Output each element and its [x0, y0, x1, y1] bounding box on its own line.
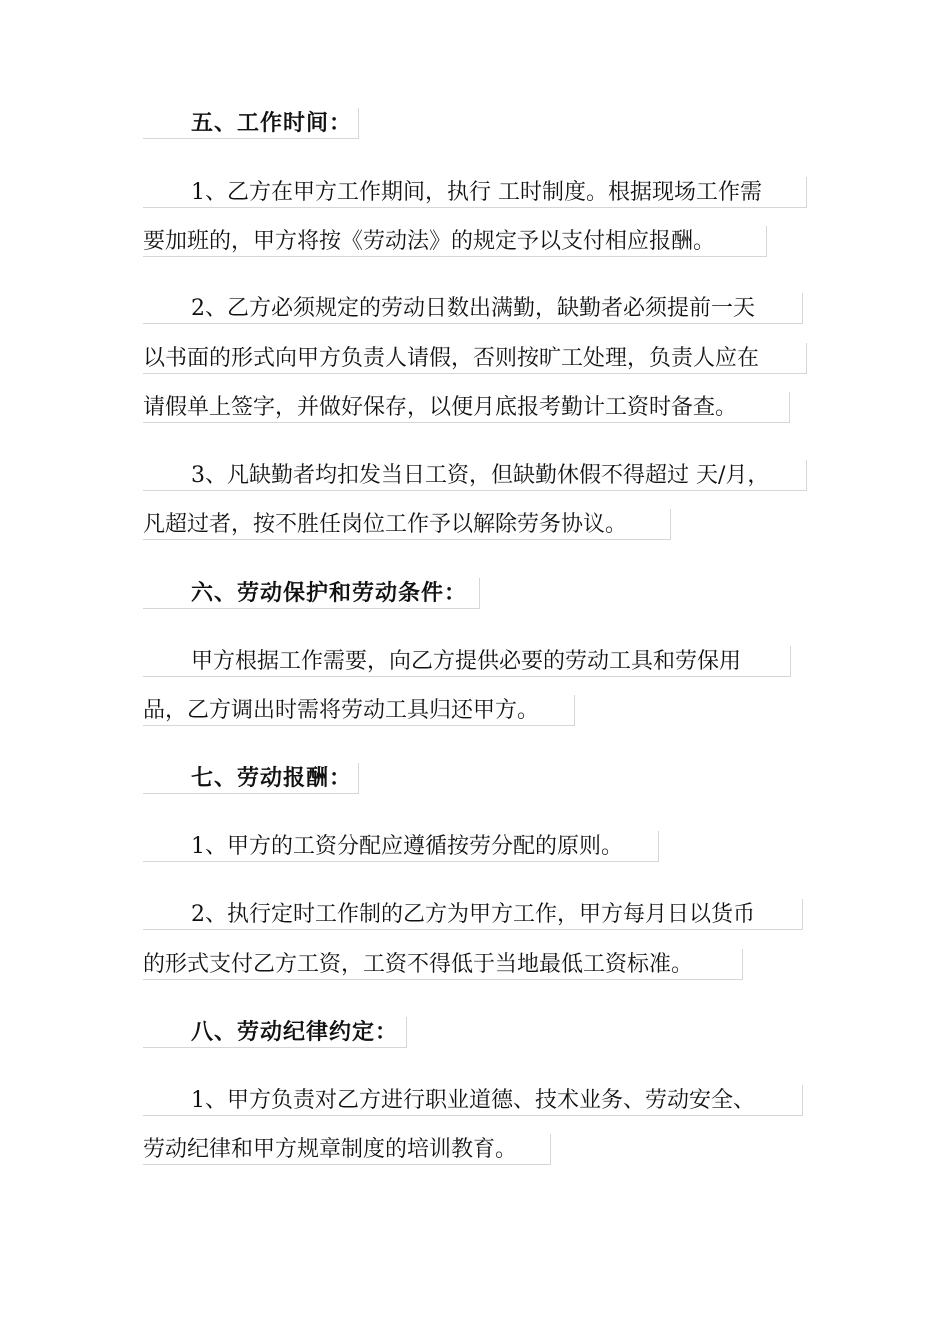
paragraph-line: 1、乙方在甲方工作期间，执行 工时制度。根据现场工作需: [143, 177, 807, 208]
section-heading-work-time: 五、工作时间：: [143, 108, 359, 139]
paragraph-line: 甲方根据工作需要，向乙方提供必要的劳动工具和劳保用: [143, 646, 791, 677]
paragraph-line: 凡超过者，按不胜任岗位工作予以解除劳务协议。: [143, 509, 671, 540]
paragraph-line: 请假单上签字，并做好保存，以便月底报考勤计工资时备查。: [143, 392, 790, 423]
paragraph-line: 品，乙方调出时需将劳动工具归还甲方。: [143, 695, 575, 726]
paragraph-line: 劳动纪律和甲方规章制度的培训教育。: [143, 1134, 551, 1165]
paragraph-line: 1、甲方负责对乙方进行职业道德、技术业务、劳动安全、: [143, 1085, 803, 1116]
paragraph-line: 1、甲方的工资分配应遵循按劳分配的原则。: [143, 831, 659, 862]
paragraph-line: 以书面的形式向甲方负责人请假，否则按旷工处理，负责人应在: [143, 343, 807, 374]
paragraph-line: 2、乙方必须规定的劳动日数出满勤，缺勤者必须提前一天: [143, 293, 803, 324]
section-heading-labor-pay: 七、劳动报酬：: [143, 763, 359, 794]
paragraph-line: 3、凡缺勤者均扣发当日工资，但缺勤休假不得超过 天/月，: [143, 460, 807, 491]
section-heading-labor-discipline: 八、劳动纪律约定：: [143, 1017, 407, 1048]
section-heading-labor-protection: 六、劳动保护和劳动条件：: [143, 578, 480, 609]
paragraph-line: 2、执行定时工作制的乙方为甲方工作，甲方每月日以货币: [143, 899, 803, 930]
paragraph-line: 的形式支付乙方工资，工资不得低于当地最低工资标准。: [143, 949, 743, 980]
paragraph-line: 要加班的，甲方将按《劳动法》的规定予以支付相应报酬。: [143, 226, 767, 257]
